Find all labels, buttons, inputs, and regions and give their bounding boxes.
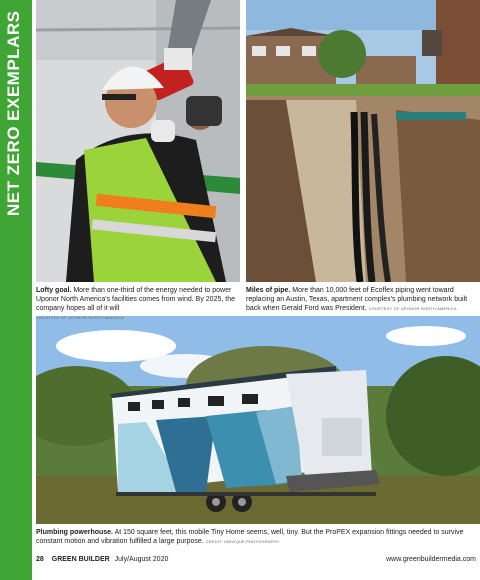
caption-text: More than one-third of the energy needed to power Uponor North America's facilities comes from wind. By 2025, the company hopes all of it will bbox=[36, 287, 235, 312]
caption-miles-of-pipe bbox=[246, 286, 476, 313]
caption-lead: Plumbing powerhouse. bbox=[36, 529, 114, 536]
sidebar-band bbox=[0, 0, 32, 580]
caption-plumbing-powerhouse bbox=[36, 528, 476, 546]
worker-photo bbox=[36, 0, 240, 282]
magazine-name: GREEN BUILDER bbox=[51, 556, 110, 563]
website-url: www.greenbuildermedia.com bbox=[386, 556, 476, 563]
page-number: 28 bbox=[36, 556, 44, 563]
caption-lofty-goal bbox=[36, 286, 240, 322]
caption-lead: Miles of pipe. bbox=[246, 287, 291, 294]
page-footer bbox=[36, 556, 476, 568]
pipe-trench-photo bbox=[246, 0, 480, 282]
photo-credit: COURTESY OF UPONOR NORTH AMERICA bbox=[36, 315, 125, 320]
caption-text: More than 10,000 feet of Ecoflex piping went toward replacing an Austin, Texas, apartment complex's plumbing network built back when Gerald Ford was President. bbox=[246, 287, 468, 312]
section-title: NET ZERO EXEMPLARS bbox=[4, 10, 23, 216]
photo-credit: COURTESY OF UPONOR NORTH AMERICA bbox=[368, 306, 457, 311]
tiny-home-photo bbox=[36, 316, 480, 524]
photo-credit: CREDIT: UNIVIQUE PHOTOGRAPHY bbox=[205, 539, 280, 544]
issue-date: July/August 2020 bbox=[114, 556, 169, 563]
caption-lead: Lofty goal. bbox=[36, 287, 72, 294]
caption-text: At 150 square feet, this mobile Tiny Home seems, well, tiny. But the ProPEX expansion fittings needed to survive constant motion and vibration fulfilled a large purpose. bbox=[36, 529, 464, 545]
